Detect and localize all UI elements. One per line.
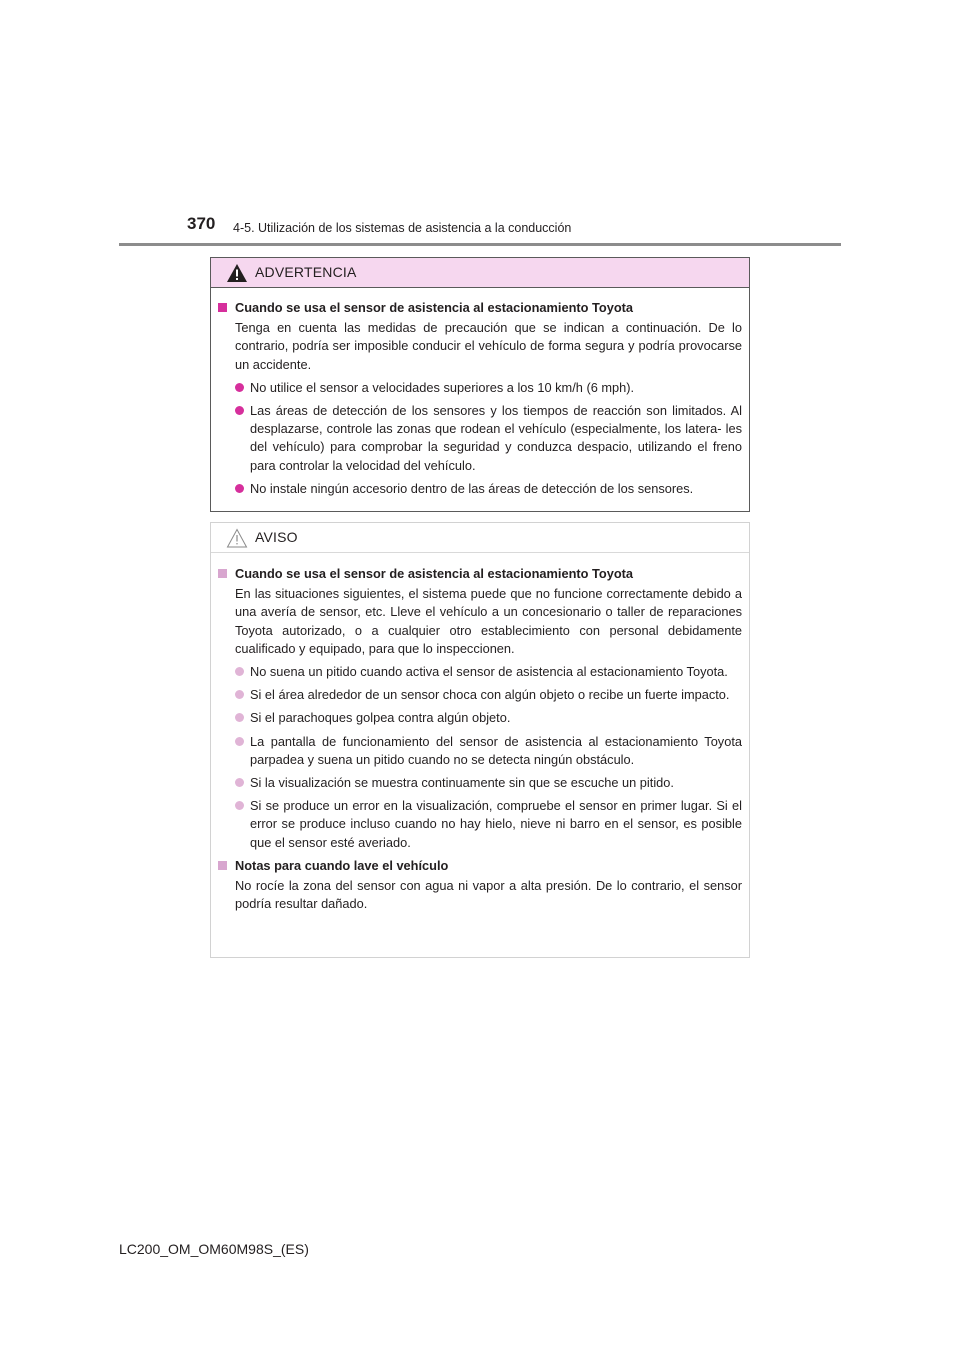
notice-title: AVISO [255, 529, 298, 545]
warning-intro: Tenga en cuenta las medidas de precaución que se indican a continuación. De lo contrario, podría ser imposible conducir el vehículo de forma segura y podría provocarse un accidente. [235, 320, 742, 372]
round-bullet-icon [235, 406, 244, 415]
warning-box-header [211, 258, 749, 288]
warning-bullet: Las áreas de detección de los sensores y los tiempos de reacción son limitados. Al desplazarse, controle las zonas que rodean el vehículo (especialmente, los latera- les del vehículo) para comprobar la seguridad y conduzca despacio, utilizando el freno para controlar la velocidad del vehículo. [218, 402, 742, 475]
notice-body [211, 553, 749, 913]
round-bullet-icon [235, 713, 244, 722]
warning-item-title: Cuando se usa el sensor de asistencia al estacionamiento Toyota [218, 299, 742, 317]
round-bullet-icon [235, 737, 244, 746]
round-bullet-icon [235, 801, 244, 810]
header-rule [119, 243, 841, 246]
round-bullet-icon [235, 778, 244, 787]
round-bullet-icon [235, 484, 244, 493]
notice-box-header [211, 523, 749, 553]
warning-title: ADVERTENCIA [255, 264, 357, 280]
caution-triangle-outline-icon [226, 528, 248, 548]
notice-bullet: No suena un pitido cuando activa el sensor de asistencia al estacionamiento Toyota. [218, 663, 742, 681]
notice-bullet: Si el parachoques golpea contra algún objeto. [218, 709, 742, 727]
notice-item-title: Cuando se usa el sensor de asistencia al estacionamiento Toyota [218, 565, 742, 583]
notice-box [210, 522, 750, 958]
notice-bullet: Si el área alrededor de un sensor choca con algún objeto o recibe un fuerte impacto. [218, 686, 742, 704]
page-number: 370 [187, 214, 216, 233]
square-bullet-icon [218, 303, 227, 312]
warning-body [211, 288, 749, 498]
square-bullet-icon [218, 569, 227, 578]
warning-bullet: No instale ningún accesorio dentro de las áreas de detección de los sensores. [218, 480, 742, 498]
document-code: LC200_OM_OM60M98S_(ES) [119, 1241, 309, 1257]
round-bullet-icon [235, 690, 244, 699]
notice-item-title: Notas para cuando lave el vehículo [218, 857, 742, 875]
notice-bullet: La pantalla de funcionamiento del sensor de asistencia al estacionamiento Toyota parpadea y suena un pitido cuando no se detecta ningún obstáculo. [218, 733, 742, 769]
section-title: 4-5. Utilización de los sistemas de asistencia a la conducción [233, 221, 572, 235]
notice-wash-text: No rocíe la zona del sensor con agua ni vapor a alta presión. De lo contrario, el sensor podría resultar dañado. [235, 878, 742, 912]
round-bullet-icon [235, 383, 244, 392]
warning-triangle-icon [226, 263, 248, 283]
notice-bullet: Si se produce un error en la visualización, compruebe el sensor en primer lugar. Si el error se produce incluso cuando no hay hielo, nieve ni barro en el sensor, es posible que el sensor esté averiado. [218, 797, 742, 852]
notice-intro: En las situaciones siguientes, el sistema puede que no funcione correctamente debido a una avería de sensor, etc. Lleve el vehículo a un concesionario o taller de reparaciones Toyota autorizado, o a cualquier otro establecimiento con personal debidamente cualificado y equipado, para que lo inspeccionen. [235, 586, 742, 656]
warning-bullet: No utilice el sensor a velocidades superiores a los 10 km/h (6 mph). [218, 379, 742, 397]
square-bullet-icon [218, 861, 227, 870]
notice-bullet: Si la visualización se muestra continuamente sin que se escuche un pitido. [218, 774, 742, 792]
round-bullet-icon [235, 667, 244, 676]
warning-box [210, 257, 750, 512]
